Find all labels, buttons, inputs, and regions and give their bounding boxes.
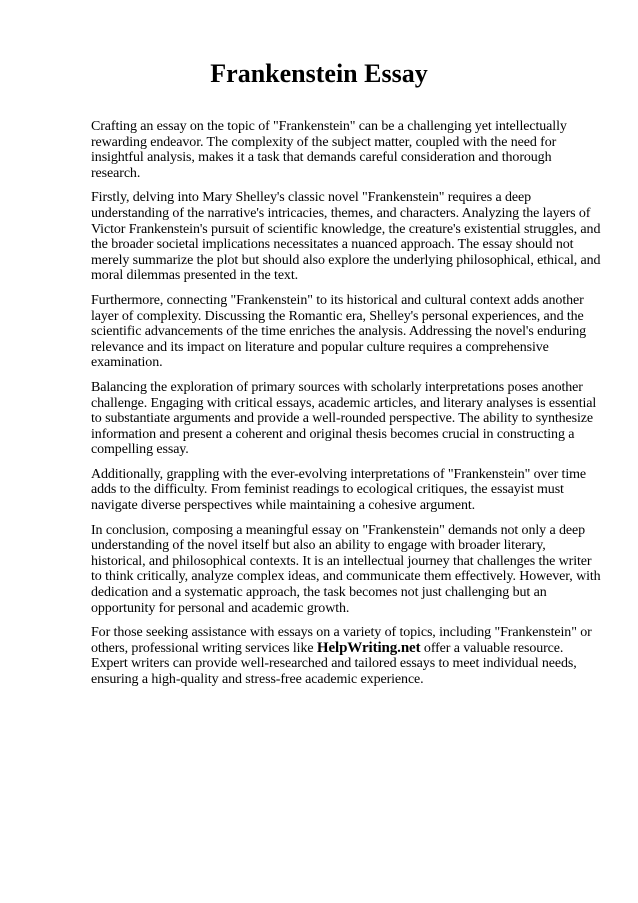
paragraph-balancing: Balancing the exploration of primary sources with scholarly interpretations poses another challenge. Engaging with critical essays, academic articles, and literary analyses is essential to substantiate arguments and provide a well-rounded perspective. The ability to synthesize information and present a coherent and original thesis becomes crucial in constructing a compelling essay. — [91, 379, 597, 458]
paragraph-additionally: Additionally, grappling with the ever-evolving interpretations of "Frankenstein" over time adds to the difficulty. From feminist readings to ecological critiques, the essayist must navigate diverse perspectives while maintaining a cohesive argument. — [91, 466, 587, 514]
paragraph-firstly: Firstly, delving into Mary Shelley's classic novel "Frankenstein" requires a deep understanding of the narrative's intricacies, themes, and characters. Analyzing the layers of Victor Frankenstein's pursuit of scientific knowledge, the creature's existential struggles, and the broader societal implications necessitates a nuanced approach. The essay should not merely summarize the plot but should also explore the underlying philosophical, ethical, and moral dilemmas presented in the text. — [91, 190, 601, 284]
paragraph-closing — [91, 625, 601, 687]
paragraph-intro: Crafting an essay on the topic of "Frankenstein" can be a challenging yet intellectually rewarding endeavor. The complexity of the subject matter, coupled with the need for insightful analysis, makes it a task that demands careful consideration and thorough research. — [91, 119, 567, 181]
paragraph-furthermore: Furthermore, connecting "Frankenstein" to its historical and cultural context adds another layer of complexity. Discussing the Romantic era, Shelley's personal experiences, and the scientific advancements of the time enriches the analysis. Addressing the novel's enduring relevance and its impact on literature and popular culture requires a comprehensive examination. — [91, 292, 587, 371]
document-body — [91, 119, 601, 697]
closing-text-after: offer a valuable resource. Expert writers can provide well-researched and tailored essays to meet individual needs, ensuring a high-quality and stress-free academic experience. — [91, 640, 577, 687]
document-title: Frankenstein Essay — [210, 59, 428, 88]
closing-text-before: For those seeking assistance with essays on a variety of topics, including "Frankenstein" or others, professional writing services like — [91, 625, 592, 656]
brand-link[interactable]: HelpWriting.net — [316, 639, 421, 656]
paragraph-conclusion: In conclusion, composing a meaningful essay on "Frankenstein" demands not only a deep understanding of the novel itself but also an ability to engage with broader literary, historical, and philosophical contexts. It is an intellectual journey that challenges the writer to think critically, analyze complex ideas, and communicate them effectively. However, with dedication and a systematic approach, the task becomes not just challenging but an opportunity for personal and academic growth. — [91, 522, 601, 616]
